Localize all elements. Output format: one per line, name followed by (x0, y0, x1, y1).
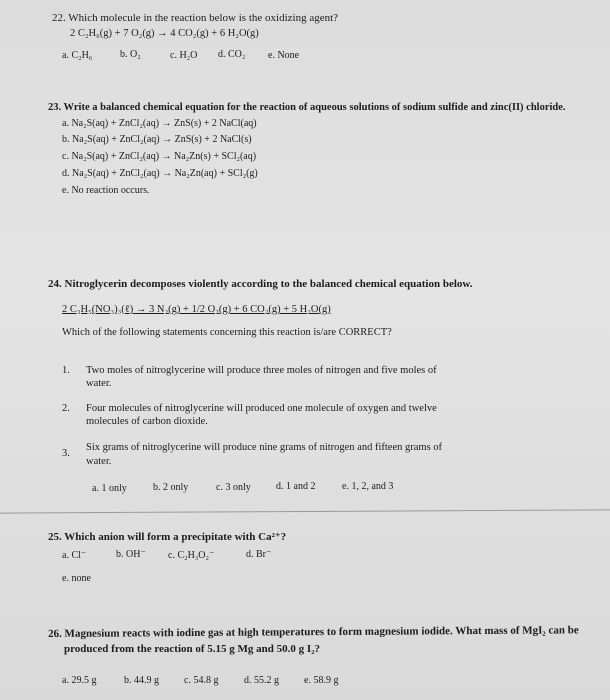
q23-option-a[interactable]: a. Na₂S(aq) + ZnCl₂(aq) → ZnS(s) + 2 NaCl(aq) (62, 118, 257, 129)
q24-statement-2: Four molecules of nitroglycerine will produced one molecule of oxygen and twelve (86, 403, 437, 414)
section-divider (0, 509, 610, 513)
q24-option-e[interactable]: e. 1, 2, and 3 (342, 481, 394, 492)
q24-statement-1-cont: water. (86, 378, 112, 389)
q25-option-b[interactable]: b. OH⁻ (116, 549, 146, 560)
q26-option-e[interactable]: e. 58.9 g (304, 675, 339, 686)
q24-option-b[interactable]: b. 2 only (153, 482, 189, 493)
q25-option-d[interactable]: d. Br⁻ (246, 549, 272, 560)
q25-option-e[interactable]: e. none (62, 573, 91, 584)
q26-title: 26. Magnesium reacts with iodine gas at high temperatures to form magnesium iodide. What mass of MgI₂ can be (48, 624, 579, 640)
q23-option-b[interactable]: b. Na₂S(aq) + ZnCl₂(aq) → ZnS(s) + 2 NaCl(s) (62, 134, 252, 145)
q24-title: 24. Nitroglycerin decomposes violently according to the balanced chemical equation below. (48, 278, 473, 290)
q24-statement-1: Two moles of nitroglycerine will produce three moles of nitrogen and five moles of (86, 365, 437, 376)
q22-option-d[interactable]: d. CO₂ (218, 49, 246, 60)
q26-option-c[interactable]: c. 54.8 g (184, 675, 219, 686)
q24-statement-2-cont: molecules of carbon dioxide. (86, 416, 208, 427)
q22-option-b[interactable]: b. O₂ (120, 49, 141, 60)
q24-statement-3: Six grams of nitroglycerine will produce nine grams of nitrogen and fifteen grams of (86, 442, 443, 453)
q23-title: 23. Write a balanced chemical equation for the reaction of aqueous solutions of sodium sulfide and zinc(II) chloride. (48, 102, 566, 113)
q22-option-e[interactable]: e. None (268, 50, 300, 61)
q24-equation: 2 C₃H₅(NO₃)₃(ℓ) → 3 N₂(g) + 1/2 O₂(g) + 6 CO₂(g) + 5 H₂O(g) (62, 304, 331, 315)
q22-title: 22. Which molecule in the reaction below is the oxidizing agent? (52, 12, 339, 24)
q24-question: Which of the following statements concerning this reaction is/are CORRECT? (62, 327, 392, 338)
q25-title: 25. Which anion will form a precipitate with Ca²⁺? (48, 531, 287, 543)
q22-equation: 2 C₂H₆(g) + 7 O₂(g) → 4 CO₂(g) + 6 H₂O(g) (70, 28, 259, 39)
q25-option-a[interactable]: a. Cl⁻ (62, 550, 87, 561)
q22-option-c[interactable]: c. H₂O (170, 50, 198, 61)
q23-option-d[interactable]: d. Na₂S(aq) + ZnCl₂(aq) → Na₂Zn(aq) + SCl₂(g) (62, 168, 258, 179)
q24-statement-3-number: 3. (62, 448, 70, 459)
q23-option-e[interactable]: e. No reaction occurs. (62, 185, 150, 196)
q24-statement-3-cont: water. (86, 456, 112, 467)
q26-title-cont: produced from the reaction of 5.15 g Mg and 50.0 g I₂? (64, 643, 320, 655)
q24-statement-1-number: 1. (62, 365, 70, 376)
q24-option-a[interactable]: a. 1 only (92, 483, 127, 494)
q26-option-d[interactable]: d. 55.2 g (244, 675, 279, 686)
q26-option-a[interactable]: a. 29.5 g (62, 675, 97, 686)
q25-option-c[interactable]: c. C₂H₃O₂⁻ (168, 550, 215, 561)
q24-option-c[interactable]: c. 3 only (216, 482, 251, 493)
q26-option-b[interactable]: b. 44.9 g (124, 675, 159, 686)
q24-statement-2-number: 2. (62, 403, 70, 414)
q24-option-d[interactable]: d. 1 and 2 (276, 481, 316, 492)
q23-option-c[interactable]: c. Na₂S(aq) + ZnCl₂(aq) → Na₂Zn(s) + SCl₂(aq) (62, 151, 257, 162)
q22-option-a[interactable]: a. C₂H₆ (62, 50, 93, 61)
